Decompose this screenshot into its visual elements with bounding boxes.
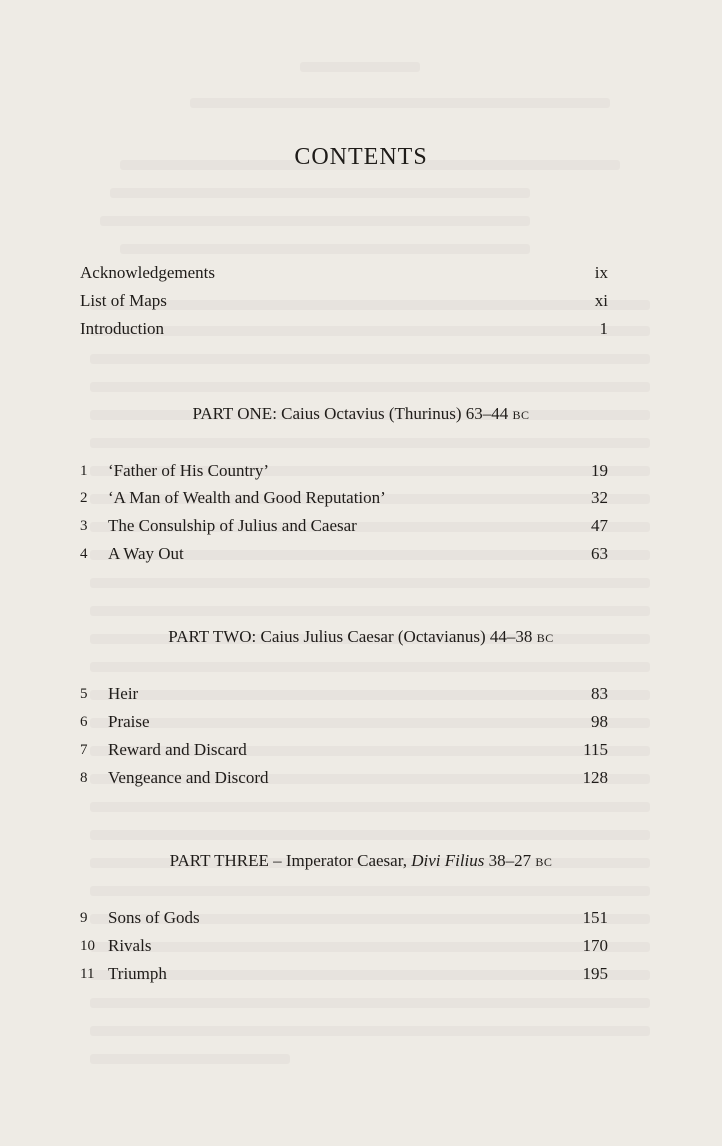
toc-page-number: 195 — [582, 964, 608, 983]
chapter-title: Rivals — [108, 936, 152, 955]
chapter-number: 7 — [80, 742, 88, 758]
toc-chapter-1[interactable] — [80, 460, 608, 482]
toc-page-number: 170 — [582, 936, 608, 955]
part-heading-text: PART TWO: Caius Julius Caesar (Octavianus) 44–38 — [168, 627, 533, 646]
chapter-title: Triumph — [108, 964, 167, 983]
toc-chapter-10[interactable] — [80, 935, 608, 957]
chapter-title: Vengeance and Discord — [108, 768, 269, 787]
part-era-label: BC — [536, 631, 554, 645]
toc-page-number: 32 — [591, 488, 608, 507]
toc-page-number: 19 — [591, 461, 608, 480]
chapter-number: 9 — [80, 910, 88, 926]
part-heading-prefix: PART THREE – Imperator Caesar, — [169, 851, 407, 870]
chapter-number: 5 — [80, 686, 88, 702]
toc-page-number: 47 — [591, 516, 608, 535]
chapter-number: 1 — [80, 463, 88, 479]
toc-chapter-7[interactable] — [80, 739, 608, 761]
chapter-title: ‘A Man of Wealth and Good Reputation’ — [108, 488, 386, 507]
chapter-number: 6 — [80, 714, 88, 730]
part-era-label: BC — [512, 408, 530, 422]
toc-entry-label: List of Maps — [80, 291, 167, 310]
toc-page-number: ix — [594, 263, 608, 282]
chapter-number: 2 — [80, 490, 88, 506]
toc-entry-list-of-maps[interactable] — [80, 290, 608, 312]
toc-page-number: 63 — [591, 544, 608, 563]
chapter-number: 3 — [80, 518, 88, 534]
toc-chapter-6[interactable] — [80, 711, 608, 733]
chapter-title: Reward and Discard — [108, 740, 247, 759]
toc-chapter-11[interactable] — [80, 963, 608, 985]
chapter-title: A Way Out — [108, 544, 184, 563]
toc-chapter-5[interactable] — [80, 683, 608, 705]
part-heading-suffix: 38–27 — [488, 851, 532, 870]
toc-chapter-2[interactable] — [80, 487, 608, 509]
toc-entry-acknowledgements[interactable] — [80, 262, 608, 284]
toc-chapter-4[interactable] — [80, 543, 608, 565]
chapter-title: ‘Father of His Country’ — [108, 461, 270, 480]
chapter-title: Heir — [108, 684, 139, 703]
toc-chapter-9[interactable] — [80, 907, 608, 929]
chapter-title: Praise — [108, 712, 150, 731]
toc-page-number: 98 — [591, 712, 608, 731]
chapter-number: 11 — [80, 966, 95, 982]
chapter-number: 4 — [80, 546, 88, 562]
part-three-heading — [0, 850, 722, 873]
chapter-title: The Consulship of Julius and Caesar — [108, 516, 357, 535]
toc-page-number: 128 — [582, 768, 608, 787]
part-one-heading — [0, 403, 722, 426]
toc-page-number: 1 — [599, 319, 608, 338]
chapter-number: 10 — [80, 938, 95, 954]
toc-entry-label: Introduction — [80, 319, 165, 338]
toc-page-number: 151 — [582, 908, 608, 927]
page-title: CONTENTS — [294, 144, 428, 170]
part-heading-text: PART ONE: Caius Octavius (Thurinus) 63–44 — [192, 404, 509, 423]
toc-entry-label: Acknowledgements — [80, 263, 216, 282]
part-heading-italic: Divi Filius — [411, 851, 485, 870]
toc-page-number: 83 — [591, 684, 608, 703]
toc-chapter-3[interactable] — [80, 515, 608, 537]
toc-page-number: xi — [594, 291, 608, 310]
toc-entry-introduction[interactable] — [80, 318, 608, 340]
chapter-number: 8 — [80, 770, 88, 786]
toc-page-number: 115 — [583, 740, 608, 759]
toc-chapter-8[interactable] — [80, 767, 608, 789]
part-two-heading — [0, 626, 722, 649]
chapter-title: Sons of Gods — [108, 908, 200, 927]
part-era-label: BC — [535, 855, 553, 869]
